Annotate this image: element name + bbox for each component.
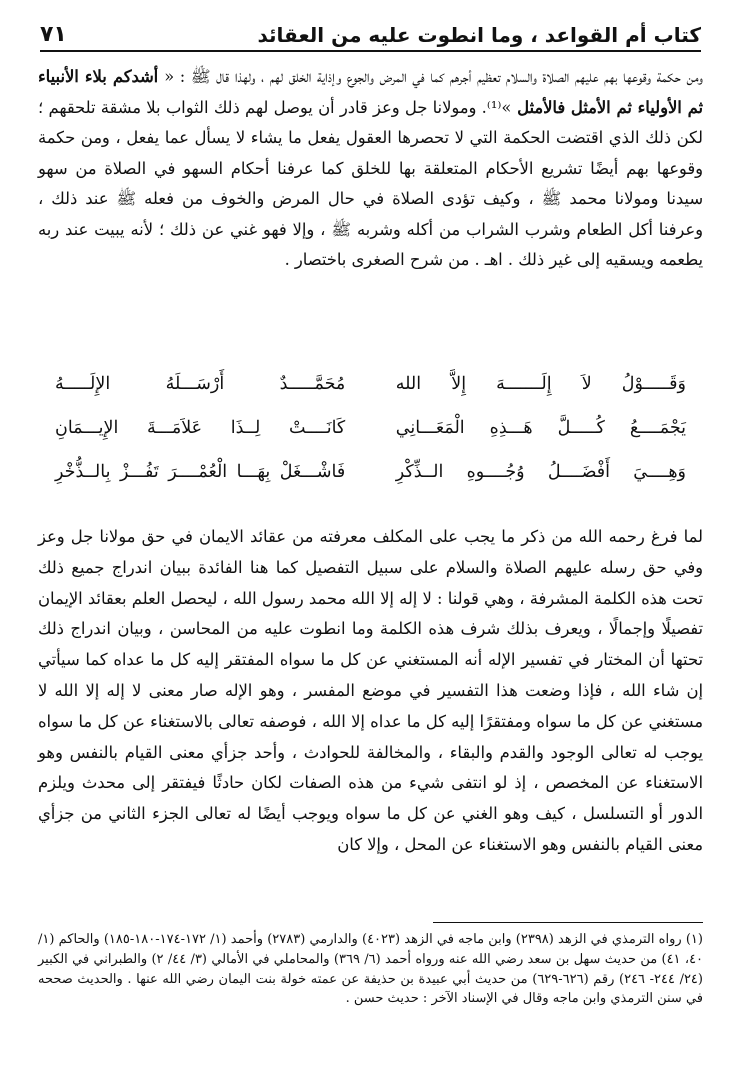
verse-second-hemistich: مُحَمَّـــــدٌ أَرْسَـــلَهُ الإِلَـــــهُ xyxy=(55,374,346,394)
verse-second-hemistich: فَاشْـــغَلْ بِهَـــا الْعُمْــــرَ تَفُـــزْ بِالــذُّخْرِ xyxy=(55,462,346,482)
page-header xyxy=(40,18,701,52)
verse-line xyxy=(55,406,686,450)
verse-first-hemistich: وَقَـــــوْلُ لاَ إِلَـــــــهَ إِلاَّ الله xyxy=(395,374,686,394)
verse-line xyxy=(55,362,686,406)
hadith-quote: أشدكم بلاء الأنبياء ثم الأولياء ثم الأمثل فالأمثل xyxy=(38,67,703,117)
verse-first-hemistich: وَهِــــيَ أَفْضَــــلُ وُجُــــوهِ الــذِّكْرِ xyxy=(395,462,686,482)
verse-second-hemistich: كَانَــــتْ لِــذَا عَلاَمَـــةَ الإِيـــمَانِ xyxy=(55,418,346,438)
footnote-1: (١) رواه الترمذي في الزهد (٢٣٩٨) وابن ماجه في الزهد (٤٠٢٣) والدارمي (٢٧٨٣) وأحمد (١/ ١٧٢-١٧٤-١٨٠-١٨٥) والحاكم (١/ ٤٠، ٤١) من حديث سهل بن سعد رضي الله عنه ورواه أحمد (٦/ ٣٦٩) والمحاملي في الأمالي (٣/ ٤٤/ ٢) والطبراني في الكبير (٢٤/ ٢٤٤- ٢٤٦) رقم (٦٢٦-٦٢٩) من حديث أبي عبيدة بن حذيفة عن عمته خولة بنت اليمان رضي الله عنها . والحديث صححه في سنن الترمذي وابن ماجه وقال في الإسناد الآخر : حديث حسن . xyxy=(38,932,704,1007)
paragraph-text: ومن حكمة وقوعها بهم عليهم الصلاة والسلام تعظيم أجرهم كما في المرض والجوع وإذاية الخلق لهم ، ولهذا قال ﷺ : « xyxy=(164,67,703,86)
verse-line xyxy=(55,450,686,494)
running-title: كتاب أم القواعد ، وما انطوت عليه من العقائد xyxy=(257,23,701,47)
poem-verses xyxy=(55,362,686,494)
commentary-paragraph-1 xyxy=(38,62,703,276)
page-number: ٧١ xyxy=(40,22,67,47)
paragraph-text: لما فرغ رحمه الله من ذكر ما يجب على المكلف معرفته من عقائد الايمان في حق مولانا جل وعز وفي حق رسله عليهم الصلاة والسلام على سبيل التفصيل كما هنا الفائدة ببيان اندراج جميع ذلك تحت هذه الكلمة المشرفة ، وهي قولنا : لا إله إلا الله محمد رسول الله ، ليحصل العلم بعقائد الإيمان تفصيلًا وإجمالًا ، ويعرف بذلك شرف هذه الكلمة وما انطوت عليه من المحاسن ، وبيان اندراج ذلك تحتها أن المختار في تفسير الإله أنه المستغني عن كل ما سواه المفتقر إليه كل ما عداه كما سيأتي إن شاء الله ، فإذا وضعت هذا التفسير في موضع المفسر ، وهو الإله صار معنى لا إله إلا الله لا مستغني عن كل ما سواه ومفتقرًا إليه كل ما عداه إلا الله ، فوصفه تعالى بالاستغناء عن كل ما سواه يوجب له تعالى الوجود والقدم والبقاء ، والمخالفة للحوادث ، وأحد جزأي معنى القيام بالنفس وهو الاستغناء عن المخصص ، إذ لو انتفى شيء من هذه الصفات لكان حادثًا فيفتقر إلى محدث ويلزم الدور أو التسلسل ، كيف وهو الغني عن كل ما سواه ويوجب أيضًا له تعالى الجزء الثاني من جزأي معنى القيام بالنفس وهو الاستغناء عن المحل ، وإلا كان xyxy=(38,527,703,854)
commentary-paragraph-2 xyxy=(38,522,703,861)
paragraph-text: »⁽¹⁾. ومولانا جل وعز قادر أن يوصل لهم ذلك الثواب بلا مشقة تلحقهم ؛ لكن ذلك الذي اقتضت الحكمة التي لا تحصرها العقول يفعل ما يشاء لا يسأل عما يفعل ، ومن حكمة وقوعها بهم أيضًا تشريع الأحكام المتعلقة بها للخلق كما عرفنا أحكام السهو في الصلاة من سهو سيدنا ومولانا محمد ﷺ ، وكيف تؤدى الصلاة في حال المرض والخوف من فعله ﷺ عند ذلك ، وعرفنا أكل الطعام وشرب الشراب من أكله وشربه ﷺ ، وإلا فهو غني عن ذلك ؛ لأنه يبيت عند ربه يطعمه ويسقيه إلى غير ذلك . اهـ . من شرح الصغرى باختصار . xyxy=(38,97,703,269)
verse-first-hemistich: يَجْمَــــعُ كُـــــلَّ هَـــذِهِ الْمَعَـــانِي xyxy=(395,418,686,438)
footnote-divider xyxy=(433,922,703,923)
footnotes xyxy=(38,930,703,1009)
